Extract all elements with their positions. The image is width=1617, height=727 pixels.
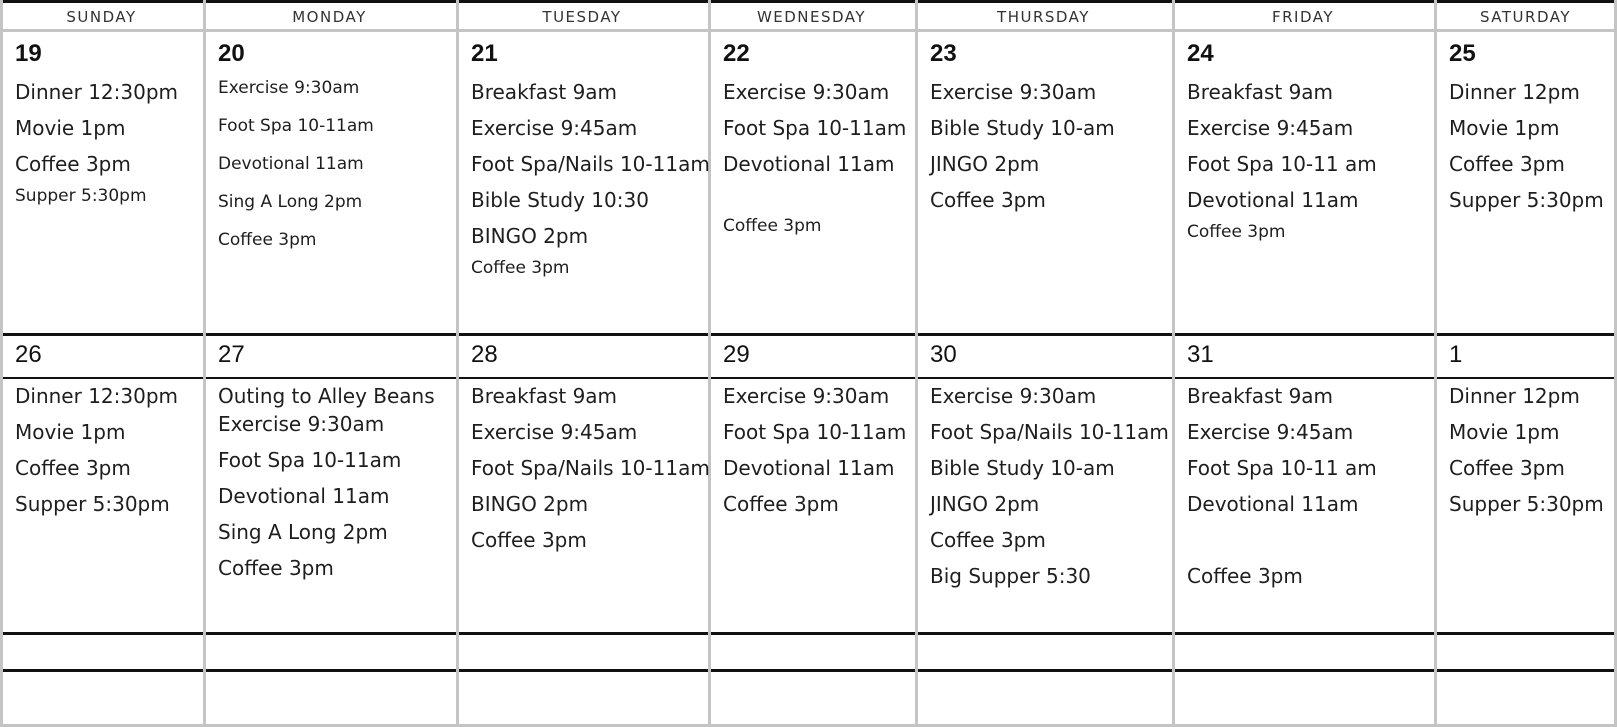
event-item: Movie 1pm	[1449, 116, 1560, 140]
event-item: BINGO 2pm	[471, 492, 589, 516]
event-item: Foot Spa/Nails 10-11am	[471, 456, 710, 480]
event-item: Coffee 3pm	[1449, 456, 1565, 480]
event-item: Exercise 9:30am	[218, 78, 360, 98]
day-cell	[3, 336, 203, 632]
date-number: 21	[471, 40, 498, 67]
event-item: Coffee 3pm	[218, 230, 317, 250]
event-item: Foot Spa/Nails 10-11am	[930, 420, 1169, 444]
event-item: Foot Spa 10-11am	[723, 116, 907, 140]
event-item: Devotional 11am	[723, 456, 895, 480]
event-item: Supper 5:30pm	[1449, 492, 1604, 516]
date-number: 23	[930, 40, 957, 67]
event-item: Coffee 3pm	[930, 188, 1046, 212]
event-item: Devotional 11am	[218, 484, 390, 508]
event-item: Sing A Long 2pm	[218, 520, 388, 544]
day-cell	[459, 32, 708, 333]
date-number: 22	[723, 40, 750, 67]
day-cell	[1175, 32, 1434, 333]
event-item: Dinner 12:30pm	[15, 384, 179, 408]
event-item: Movie 1pm	[15, 116, 126, 140]
day-header-tuesday: TUESDAY	[456, 0, 708, 30]
day-cell	[1437, 32, 1614, 333]
event-item: Exercise 9:45am	[1187, 420, 1354, 444]
day-cell	[206, 32, 456, 333]
day-cell	[1175, 336, 1434, 632]
event-item: Breakfast 9am	[1187, 384, 1334, 408]
day-header-wednesday: WEDNESDAY	[708, 0, 915, 30]
week-divider	[0, 632, 1617, 635]
event-item: JINGO 2pm	[930, 492, 1040, 516]
event-item: Coffee 3pm	[218, 556, 334, 580]
event-item: Breakfast 9am	[1187, 80, 1334, 104]
event-item: Dinner 12pm	[1449, 384, 1580, 408]
day-cell	[918, 32, 1172, 333]
event-item: Foot Spa 10-11am	[218, 448, 402, 472]
day-cell	[1437, 336, 1614, 632]
event-item: Exercise 9:30am	[723, 80, 890, 104]
date-number: 29	[723, 341, 750, 368]
day-cell	[459, 336, 708, 632]
event-item: Coffee 3pm	[15, 456, 131, 480]
day-cell	[918, 336, 1172, 632]
event-item: Breakfast 9am	[471, 80, 618, 104]
event-item: Exercise 9:30am	[930, 80, 1097, 104]
event-item: Bible Study 10:30	[471, 188, 649, 212]
event-item: Big Supper 5:30	[930, 564, 1091, 588]
event-item: Coffee 3pm	[1187, 564, 1303, 588]
event-item: Devotional 11am	[1187, 188, 1359, 212]
event-item: Bible Study 10-am	[930, 456, 1115, 480]
event-item: Coffee 3pm	[1187, 222, 1286, 242]
event-item: Supper 5:30pm	[15, 186, 147, 206]
event-item: Breakfast 9am	[471, 384, 618, 408]
event-item: BINGO 2pm	[471, 224, 589, 248]
date-number: 19	[15, 40, 42, 67]
event-item: Coffee 3pm	[723, 216, 822, 236]
event-item: Coffee 3pm	[15, 152, 131, 176]
event-item: Exercise 9:30am	[218, 412, 385, 436]
day-header-thursday: THURSDAY	[915, 0, 1172, 30]
date-number: 1	[1449, 341, 1463, 368]
date-number: 25	[1449, 40, 1476, 67]
event-item: Dinner 12pm	[1449, 80, 1580, 104]
event-item: Foot Spa 10-11am	[218, 116, 374, 136]
event-item: Devotional 11am	[1187, 492, 1359, 516]
event-item: Foot Spa 10-11am	[723, 420, 907, 444]
date-number: 24	[1187, 40, 1214, 67]
date-number: 26	[15, 341, 42, 368]
date-number: 30	[930, 341, 957, 368]
day-header-friday: FRIDAY	[1172, 0, 1434, 30]
date-number: 31	[1187, 341, 1214, 368]
date-number: 20	[218, 40, 245, 67]
day-header-monday: MONDAY	[203, 0, 456, 30]
day-cell	[711, 32, 915, 333]
event-item: Dinner 12:30pm	[15, 80, 179, 104]
date-number: 27	[218, 341, 245, 368]
event-item: Coffee 3pm	[471, 258, 570, 278]
event-item: Coffee 3pm	[930, 528, 1046, 552]
event-item: Supper 5:30pm	[1449, 188, 1604, 212]
event-item: Exercise 9:45am	[471, 420, 638, 444]
day-cell	[711, 336, 915, 632]
event-item: Bible Study 10-am	[930, 116, 1115, 140]
event-item: Exercise 9:45am	[1187, 116, 1354, 140]
day-header-saturday: SATURDAY	[1434, 0, 1617, 30]
event-item: Coffee 3pm	[723, 492, 839, 516]
week-divider	[0, 669, 1617, 672]
day-header-sunday: SUNDAY	[0, 0, 203, 30]
event-item: Movie 1pm	[1449, 420, 1560, 444]
event-item: Exercise 9:45am	[471, 116, 638, 140]
date-number: 28	[471, 341, 498, 368]
event-item: Devotional 11am	[218, 154, 364, 174]
event-item: Coffee 3pm	[1449, 152, 1565, 176]
event-item: Foot Spa/Nails 10-11am	[471, 152, 710, 176]
day-cell	[206, 336, 456, 632]
event-item: Coffee 3pm	[471, 528, 587, 552]
event-item: Sing A Long 2pm	[218, 192, 363, 212]
event-item: Devotional 11am	[723, 152, 895, 176]
event-item: Exercise 9:30am	[723, 384, 890, 408]
day-cell	[3, 32, 203, 333]
event-item: Exercise 9:30am	[930, 384, 1097, 408]
event-item: Supper 5:30pm	[15, 492, 170, 516]
event-item: Foot Spa 10-11 am	[1187, 456, 1377, 480]
event-item: Movie 1pm	[15, 420, 126, 444]
event-item: JINGO 2pm	[930, 152, 1040, 176]
event-item: Outing to Alley Beans	[218, 384, 435, 408]
event-item: Foot Spa 10-11 am	[1187, 152, 1377, 176]
